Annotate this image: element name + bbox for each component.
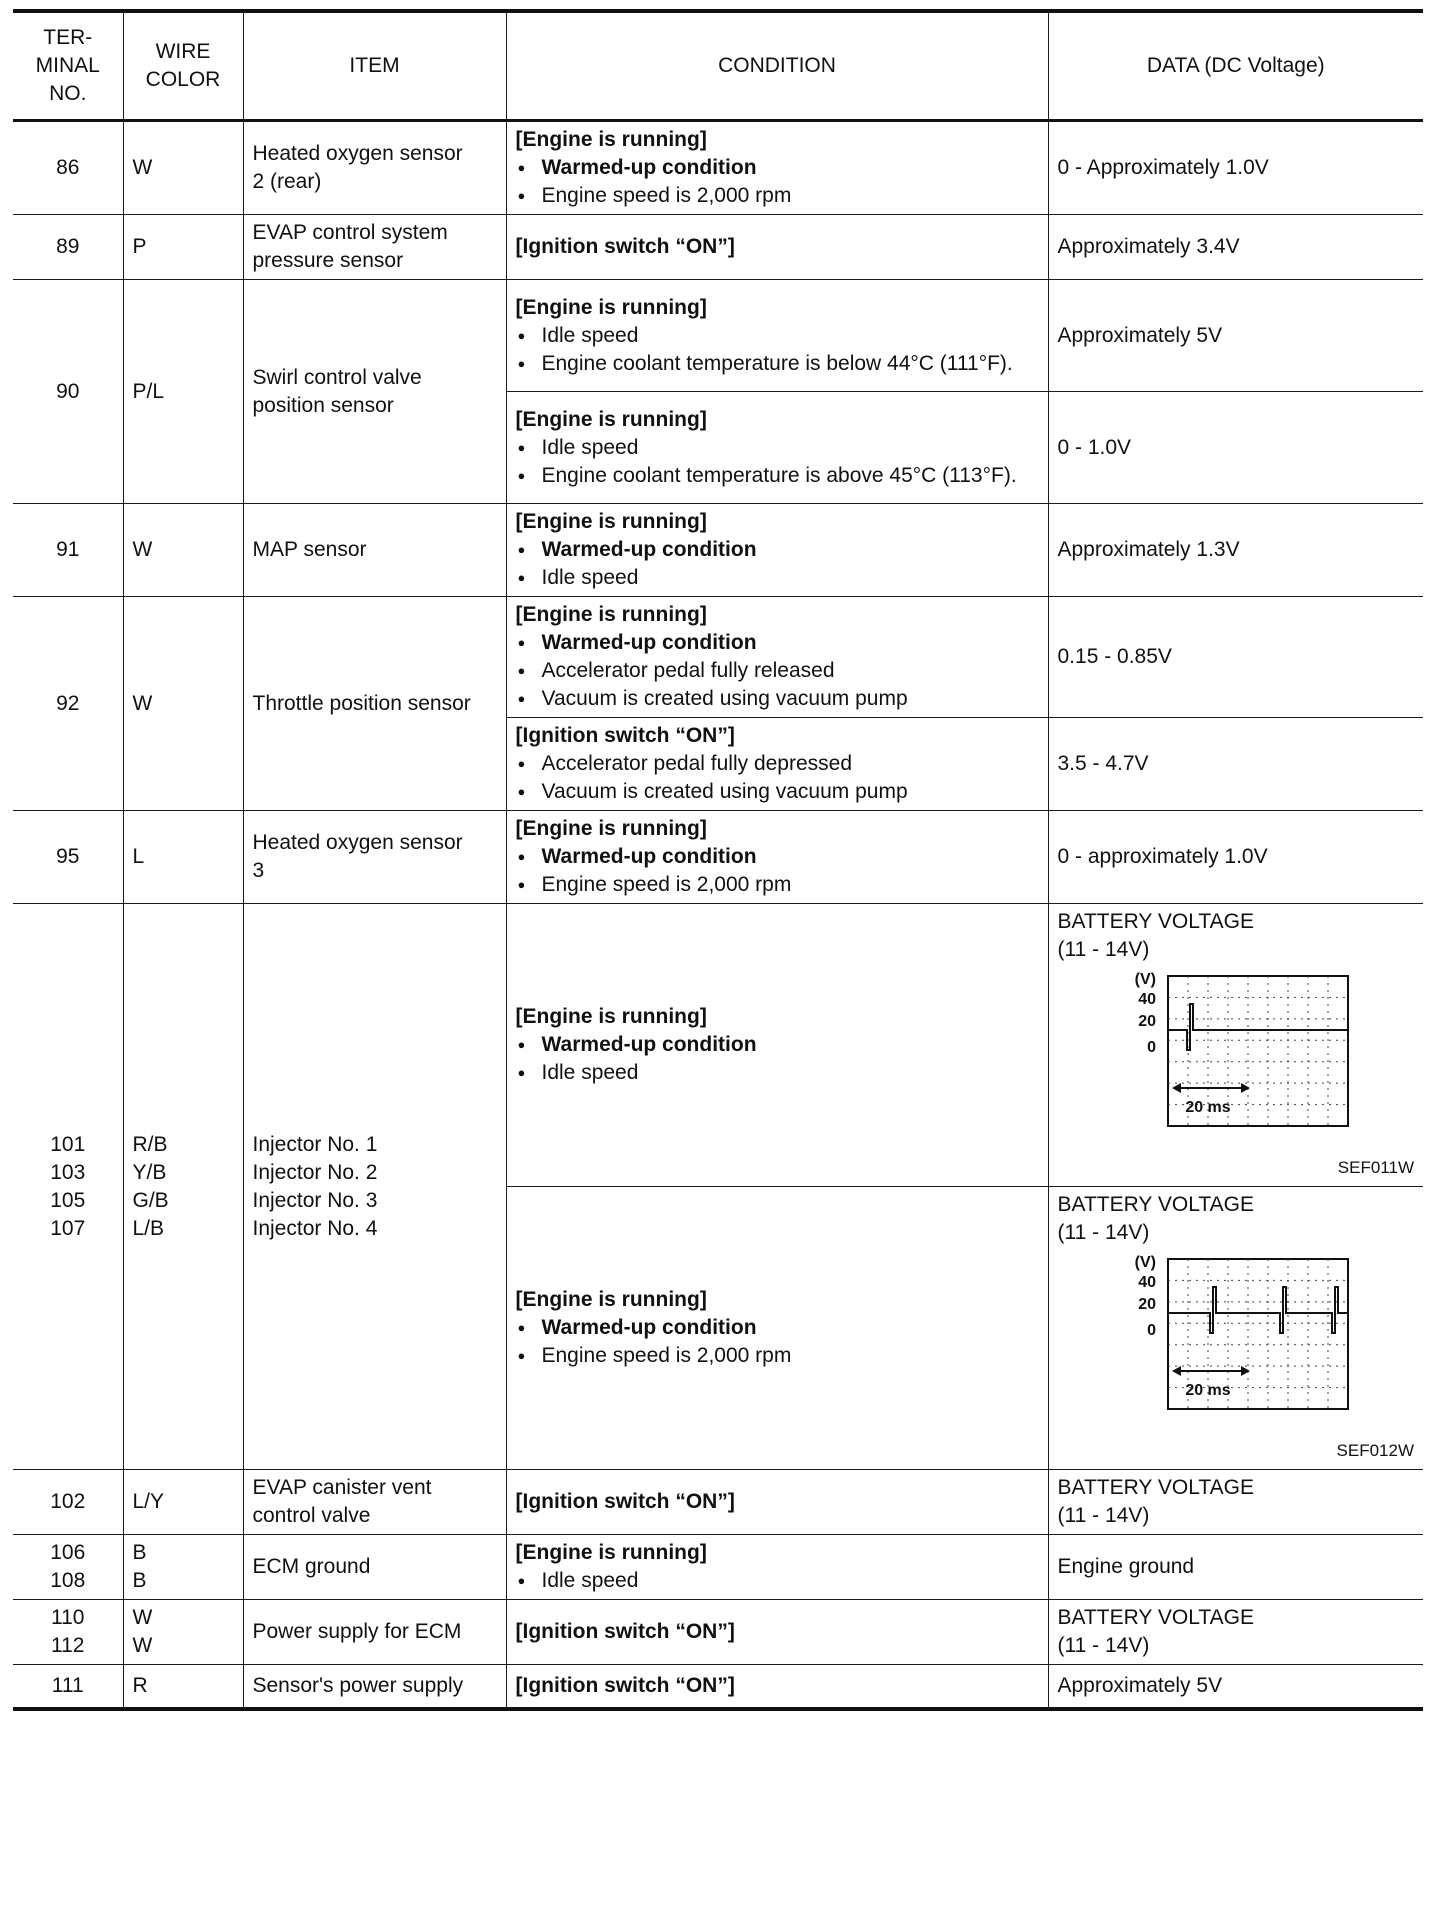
oscilloscope-waveform [1106, 968, 1351, 1148]
ecm-terminal-table [13, 9, 1423, 1711]
condition-header: [Ignition switch “ON”] [515, 235, 735, 258]
condition-bullet: ● Warmed-up condition [516, 154, 1039, 182]
condition-cell [506, 121, 1048, 215]
terminal-number: 91 [56, 538, 80, 561]
wire-color-cell [123, 1470, 243, 1535]
item-cell [243, 904, 506, 1470]
condition-cell [506, 215, 1048, 280]
terminal-number: 107 [50, 1216, 86, 1240]
terminal-cell [13, 504, 123, 597]
wire-color-cell [123, 1535, 243, 1600]
scope-tick-label: 0 [1146, 1322, 1156, 1339]
item-cell [243, 1600, 506, 1665]
item-line: ECM ground [252, 1555, 371, 1578]
data-cell [1048, 504, 1423, 597]
scope-unit-label: (V) [1134, 971, 1156, 988]
wire-color-cell [123, 1600, 243, 1665]
condition-header: [Engine is running] [515, 510, 707, 533]
table-row [13, 597, 1423, 718]
timebase-arrow-head [1172, 1366, 1181, 1376]
terminal-number: 101 [50, 1132, 86, 1156]
data-value: (11 - 14V) [1057, 1504, 1150, 1527]
condition-header: [Engine is running] [515, 817, 707, 840]
wire-color-cell [123, 280, 243, 504]
item-line: pressure sensor [252, 249, 404, 272]
wire-color-cell [123, 215, 243, 280]
condition-header: [Engine is running] [515, 295, 707, 319]
timebase-arrow-head [1241, 1366, 1250, 1376]
wire-color: L/Y [132, 1490, 165, 1513]
condition-cell [506, 280, 1048, 392]
wire-color: P/L [132, 379, 165, 403]
oscilloscope-waveform [1106, 1251, 1351, 1431]
item-cell [243, 121, 506, 215]
wire-color-cell [123, 811, 243, 904]
wire-color: W [132, 538, 153, 561]
condition-bullet: ● Idle speed [516, 1567, 1039, 1595]
data-value: (11 - 14V) [1057, 938, 1150, 961]
item-line: Injector No. 3 [252, 1188, 378, 1212]
item-line: position sensor [252, 393, 394, 417]
item-line: Sensor's power supply [252, 1673, 464, 1697]
condition-header: [Ignition switch “ON”] [515, 1673, 735, 1697]
data-cell [1048, 1600, 1423, 1665]
wire-color: W [132, 1606, 153, 1629]
wire-color: W [132, 1634, 153, 1657]
item-cell [243, 1535, 506, 1600]
scope-tick-label: 40 [1137, 1274, 1156, 1291]
condition-cell [506, 1470, 1048, 1535]
condition-cell [506, 1535, 1048, 1600]
data-cell [1048, 718, 1423, 811]
scope-tick-label: 0 [1146, 1039, 1156, 1056]
scope-trace [1168, 1287, 1348, 1333]
table-row [13, 1470, 1423, 1535]
condition-cell [506, 597, 1048, 718]
condition-header: [Engine is running] [515, 1005, 707, 1028]
wire-color: L/B [132, 1216, 165, 1240]
terminal-cell [13, 1470, 123, 1535]
scope-trace [1168, 1004, 1348, 1050]
data-cell [1048, 904, 1423, 1187]
item-line: EVAP control system [252, 221, 448, 244]
item-line: MAP sensor [252, 538, 367, 561]
terminal-number: 86 [56, 156, 80, 179]
data-value: 0 - 1.0V [1057, 435, 1132, 459]
data-value: Approximately 5V [1057, 1673, 1223, 1697]
table-row [13, 121, 1423, 215]
item-line: Injector No. 4 [252, 1216, 378, 1240]
terminal-number: 90 [56, 379, 80, 403]
header-wire-color: WIRE COLOR [123, 11, 243, 121]
item-cell [243, 504, 506, 597]
condition-cell [506, 1187, 1048, 1470]
terminal-cell [13, 215, 123, 280]
condition-bullet: ● Accelerator pedal fully depressed [516, 750, 1039, 778]
condition-bullet: ● Engine speed is 2,000 rpm [516, 871, 1039, 899]
condition-bullet: ● Idle speed [516, 564, 1039, 592]
figure-code: SEF011W [1337, 1158, 1414, 1177]
header-row [13, 11, 1423, 121]
item-cell [243, 597, 506, 811]
table-row [13, 1665, 1423, 1709]
terminal-number: 110 [51, 1606, 85, 1629]
timebase-label: 20 ms [1184, 1099, 1231, 1116]
data-value: BATTERY VOLTAGE [1057, 1606, 1254, 1629]
condition-header: [Ignition switch “ON”] [515, 724, 735, 747]
terminal-number: 89 [56, 235, 80, 258]
terminal-number: 92 [56, 691, 80, 715]
data-value: BATTERY VOLTAGE [1057, 1193, 1254, 1216]
data-value: Approximately 3.4V [1057, 235, 1240, 258]
condition-bullet: ● Accelerator pedal fully released [516, 657, 1039, 685]
condition-header: [Engine is running] [515, 603, 707, 626]
condition-cell [506, 1600, 1048, 1665]
wire-color: B [132, 1541, 147, 1564]
condition-bullet: ● Idle speed [516, 322, 1039, 350]
data-value: BATTERY VOLTAGE [1057, 1476, 1254, 1499]
condition-bullet: ● Warmed-up condition [516, 536, 1039, 564]
timebase-arrow-head [1172, 1083, 1181, 1093]
item-line: Heated oxygen sensor [252, 831, 463, 854]
wire-color-cell [123, 121, 243, 215]
condition-cell [506, 904, 1048, 1187]
item-cell [243, 1470, 506, 1535]
table-row [13, 904, 1423, 1187]
item-cell [243, 811, 506, 904]
data-value: 0.15 - 0.85V [1057, 645, 1172, 668]
condition-bullet: ● Warmed-up condition [516, 843, 1039, 871]
item-line: Power supply for ECM [252, 1620, 462, 1643]
wire-color: R/B [132, 1132, 168, 1156]
scope-tick-label: 20 [1137, 1013, 1156, 1030]
header-data: DATA (DC Voltage) [1048, 11, 1423, 121]
data-cell [1048, 280, 1423, 392]
timebase-arrow-head [1241, 1083, 1250, 1093]
terminal-cell [13, 597, 123, 811]
wire-color: W [132, 691, 153, 715]
condition-header: [Engine is running] [515, 128, 707, 151]
terminal-number: 111 [51, 1673, 84, 1697]
terminal-number: 112 [51, 1634, 85, 1657]
condition-header: [Ignition switch “ON”] [515, 1490, 735, 1513]
table-row [13, 215, 1423, 280]
data-cell [1048, 1535, 1423, 1600]
terminal-cell [13, 1665, 123, 1709]
terminal-cell [13, 121, 123, 215]
wire-color-cell [123, 597, 243, 811]
terminal-number: 95 [56, 845, 80, 868]
item-line: Heated oxygen sensor [252, 142, 463, 165]
data-value: Approximately 1.3V [1057, 538, 1240, 561]
table-row [13, 1600, 1423, 1665]
condition-bullet: ● Engine speed is 2,000 rpm [516, 182, 1039, 210]
item-cell [243, 215, 506, 280]
wire-color-cell [123, 504, 243, 597]
figure-code: SEF012W [1336, 1441, 1414, 1460]
condition-cell [506, 811, 1048, 904]
condition-bullet: ● Vacuum is created using vacuum pump [516, 685, 1039, 713]
terminal-number: 108 [50, 1569, 86, 1592]
wire-color: B [132, 1569, 147, 1592]
condition-bullet: ● Engine coolant temperature is above 45°C (113°F). [516, 462, 1039, 490]
condition-header: [Ignition switch “ON”] [515, 1620, 735, 1643]
data-cell [1048, 1665, 1423, 1709]
condition-cell [506, 504, 1048, 597]
condition-cell [506, 392, 1048, 504]
condition-bullet: ● Idle speed [516, 1059, 1039, 1087]
item-line: 3 [252, 859, 265, 882]
data-cell [1048, 597, 1423, 718]
data-cell [1048, 215, 1423, 280]
wire-color: R [132, 1673, 148, 1697]
scope-tick-label: 40 [1137, 991, 1156, 1008]
terminal-number: 102 [50, 1490, 86, 1513]
item-cell [243, 280, 506, 504]
item-line: Injector No. 1 [252, 1132, 378, 1156]
terminal-cell [13, 811, 123, 904]
scope-unit-label: (V) [1134, 1254, 1156, 1271]
data-value: BATTERY VOLTAGE [1057, 910, 1254, 933]
condition-bullet: ● Warmed-up condition [516, 1031, 1039, 1059]
terminal-number: 103 [50, 1160, 86, 1184]
terminal-number: 105 [50, 1188, 86, 1212]
item-line: EVAP canister vent [252, 1476, 432, 1499]
header-item: ITEM [243, 11, 506, 121]
item-line: control valve [252, 1504, 371, 1527]
condition-bullet: ● Engine coolant temperature is below 44°C (111°F). [516, 350, 1039, 378]
table-row [13, 811, 1423, 904]
data-value: (11 - 14V) [1057, 1634, 1150, 1657]
item-line: Throttle position sensor [252, 691, 471, 715]
header-condition: CONDITION [506, 11, 1048, 121]
header-terminal: TER- MINAL NO. [13, 11, 123, 121]
data-cell [1048, 392, 1423, 504]
condition-header: [Engine is running] [515, 407, 707, 431]
condition-bullet: ● Vacuum is created using vacuum pump [516, 778, 1039, 806]
terminal-number: 106 [50, 1541, 86, 1564]
wire-color-cell [123, 904, 243, 1470]
item-cell [243, 1665, 506, 1709]
data-cell [1048, 1470, 1423, 1535]
data-value: 0 - approximately 1.0V [1057, 845, 1268, 868]
data-value: 3.5 - 4.7V [1057, 752, 1149, 775]
wire-color: P [132, 235, 147, 258]
data-value: (11 - 14V) [1057, 1221, 1150, 1244]
data-value: Engine ground [1057, 1555, 1195, 1578]
terminal-cell [13, 1535, 123, 1600]
data-value: 0 - Approximately 1.0V [1057, 156, 1269, 179]
wire-color: W [132, 156, 153, 179]
condition-header: [Engine is running] [515, 1288, 707, 1311]
scope-figure [1058, 968, 1415, 1182]
terminal-cell [13, 280, 123, 504]
condition-header: [Engine is running] [515, 1541, 707, 1564]
wire-color: L [132, 845, 145, 868]
wire-color-cell [123, 1665, 243, 1709]
data-cell [1048, 1187, 1423, 1470]
scope-tick-label: 20 [1137, 1296, 1156, 1313]
scope-figure [1058, 1251, 1415, 1465]
wire-color: G/B [132, 1188, 169, 1212]
data-cell [1048, 121, 1423, 215]
condition-bullet: ● Warmed-up condition [516, 1314, 1039, 1342]
condition-bullet: ● Warmed-up condition [516, 629, 1039, 657]
item-line: Swirl control valve [252, 365, 422, 389]
item-line: Injector No. 2 [252, 1160, 378, 1184]
condition-bullet: ● Idle speed [516, 434, 1039, 462]
data-value: Approximately 5V [1057, 323, 1223, 347]
terminal-cell [13, 1600, 123, 1665]
table-row [13, 280, 1423, 392]
condition-cell [506, 1665, 1048, 1709]
data-cell [1048, 811, 1423, 904]
wire-color: Y/B [132, 1160, 167, 1184]
table-row [13, 1535, 1423, 1600]
timebase-label: 20 ms [1184, 1382, 1231, 1399]
condition-cell [506, 718, 1048, 811]
table-row [13, 504, 1423, 597]
condition-bullet: ● Engine speed is 2,000 rpm [516, 1342, 1039, 1370]
item-line: 2 (rear) [252, 170, 322, 193]
terminal-cell [13, 904, 123, 1470]
